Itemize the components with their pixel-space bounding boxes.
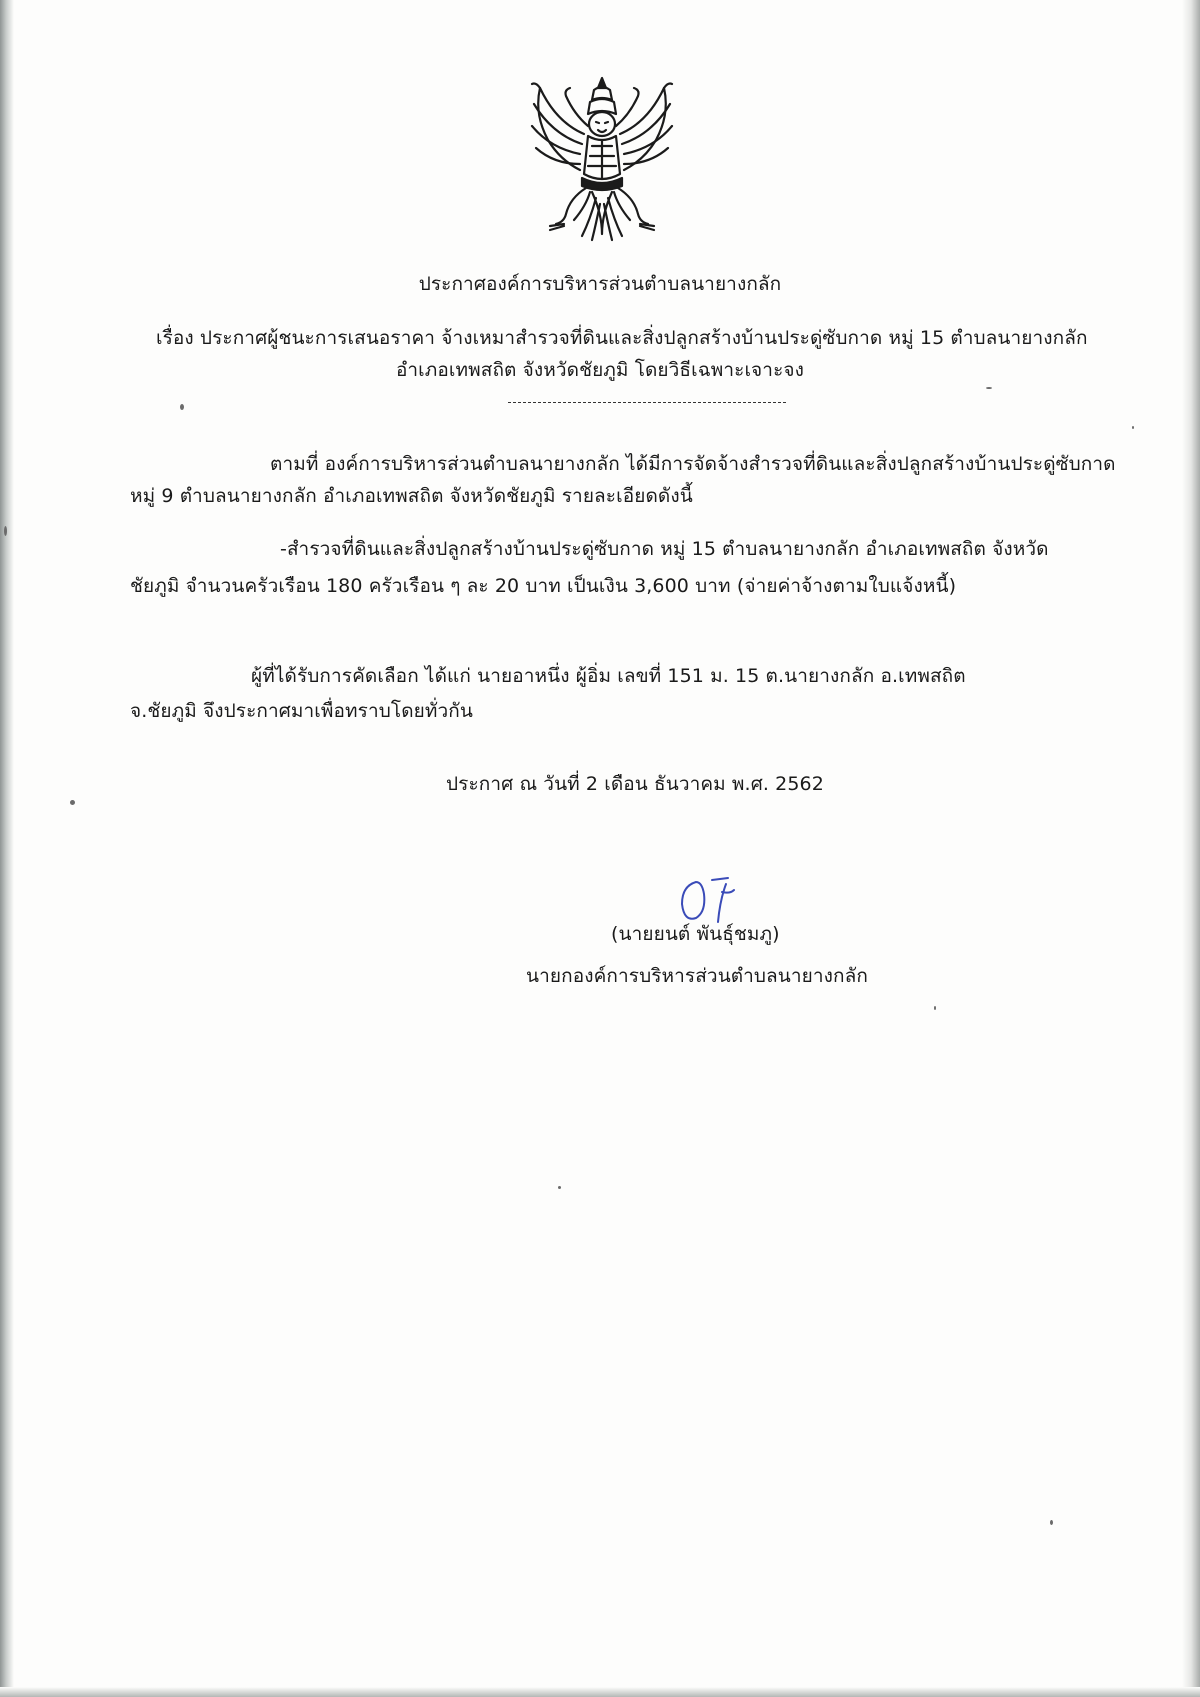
signatory-title: นายกองค์การบริหารส่วนตำบลนายางกลัก	[526, 965, 868, 987]
body-para3-line1: ผู้ที่ได้รับการคัดเลือก ได้แก่ นายอาหนึ่ง ผู้อิ่ม เลขที่ 151 ม. 15 ต.นายางกลัก อ.เทพสถิต	[251, 665, 966, 687]
scan-speck	[986, 387, 992, 389]
scan-edge-left	[0, 0, 14, 1697]
scan-speck	[934, 1006, 936, 1010]
subject-line-1: เรื่อง ประกาศผู้ชนะการเสนอราคา จ้างเหมาสำรวจที่ดินและสิ่งปลูกสร้างบ้านประดู่ซับกาด หมู่ 15 ตำบลนายางกลัก	[156, 327, 1088, 349]
body-para2-line1: -สำรวจที่ดินและสิ่งปลูกสร้างบ้านประดู่ซับกาด หมู่ 15 ตำบลนายางกลัก อำเภอเทพสถิต จังหวัด	[280, 538, 1049, 560]
scan-speck	[180, 404, 184, 410]
body-para1-line2: หมู่ 9 ตำบลนายางกลัก อำเภอเทพสถิต จังหวัดชัยภูมิ รายละเอียดดังนี้	[130, 485, 693, 507]
body-para2-line2: ชัยภูมิ จำนวนครัวเรือน 180 ครัวเรือน ๆ ละ 20 บาท เป็นเงิน 3,600 บาท (จ่ายค่าจ้างตามใบแจ้งหนี้)	[130, 575, 957, 597]
announcement-date: ประกาศ ณ วันที่ 2 เดือน ธันวาคม พ.ศ. 2562	[446, 773, 824, 795]
body-para3-line2: จ.ชัยภูมิ จึงประกาศมาเพื่อทราบโดยทั่วกัน	[130, 700, 473, 722]
scan-edge-right	[1182, 0, 1200, 1697]
scan-speck	[1050, 1520, 1053, 1525]
scan-edge-bottom	[0, 1687, 1200, 1697]
scan-speck	[70, 800, 75, 805]
scan-speck	[4, 526, 7, 536]
signatory-name: (นายยนต์ พันธุ์ชมภู)	[611, 923, 780, 945]
body-para1-line1: ตามที่ องค์การบริหารส่วนตำบลนายางกลัก ได้มีการจัดจ้างสำรวจที่ดินและสิ่งปลูกสร้างบ้านประดู่ซับกาด	[270, 453, 1116, 475]
garuda-emblem-icon	[526, 74, 678, 244]
scan-speck	[558, 1186, 561, 1189]
subject-line-2: อำเภอเทพสถิต จังหวัดชัยภูมิ โดยวิธีเฉพาะเจาะจง	[396, 359, 804, 381]
announcement-heading: ประกาศองค์การบริหารส่วนตำบลนายางกลัก	[418, 273, 782, 295]
scan-speck	[1132, 426, 1134, 429]
heading-divider	[508, 402, 786, 403]
